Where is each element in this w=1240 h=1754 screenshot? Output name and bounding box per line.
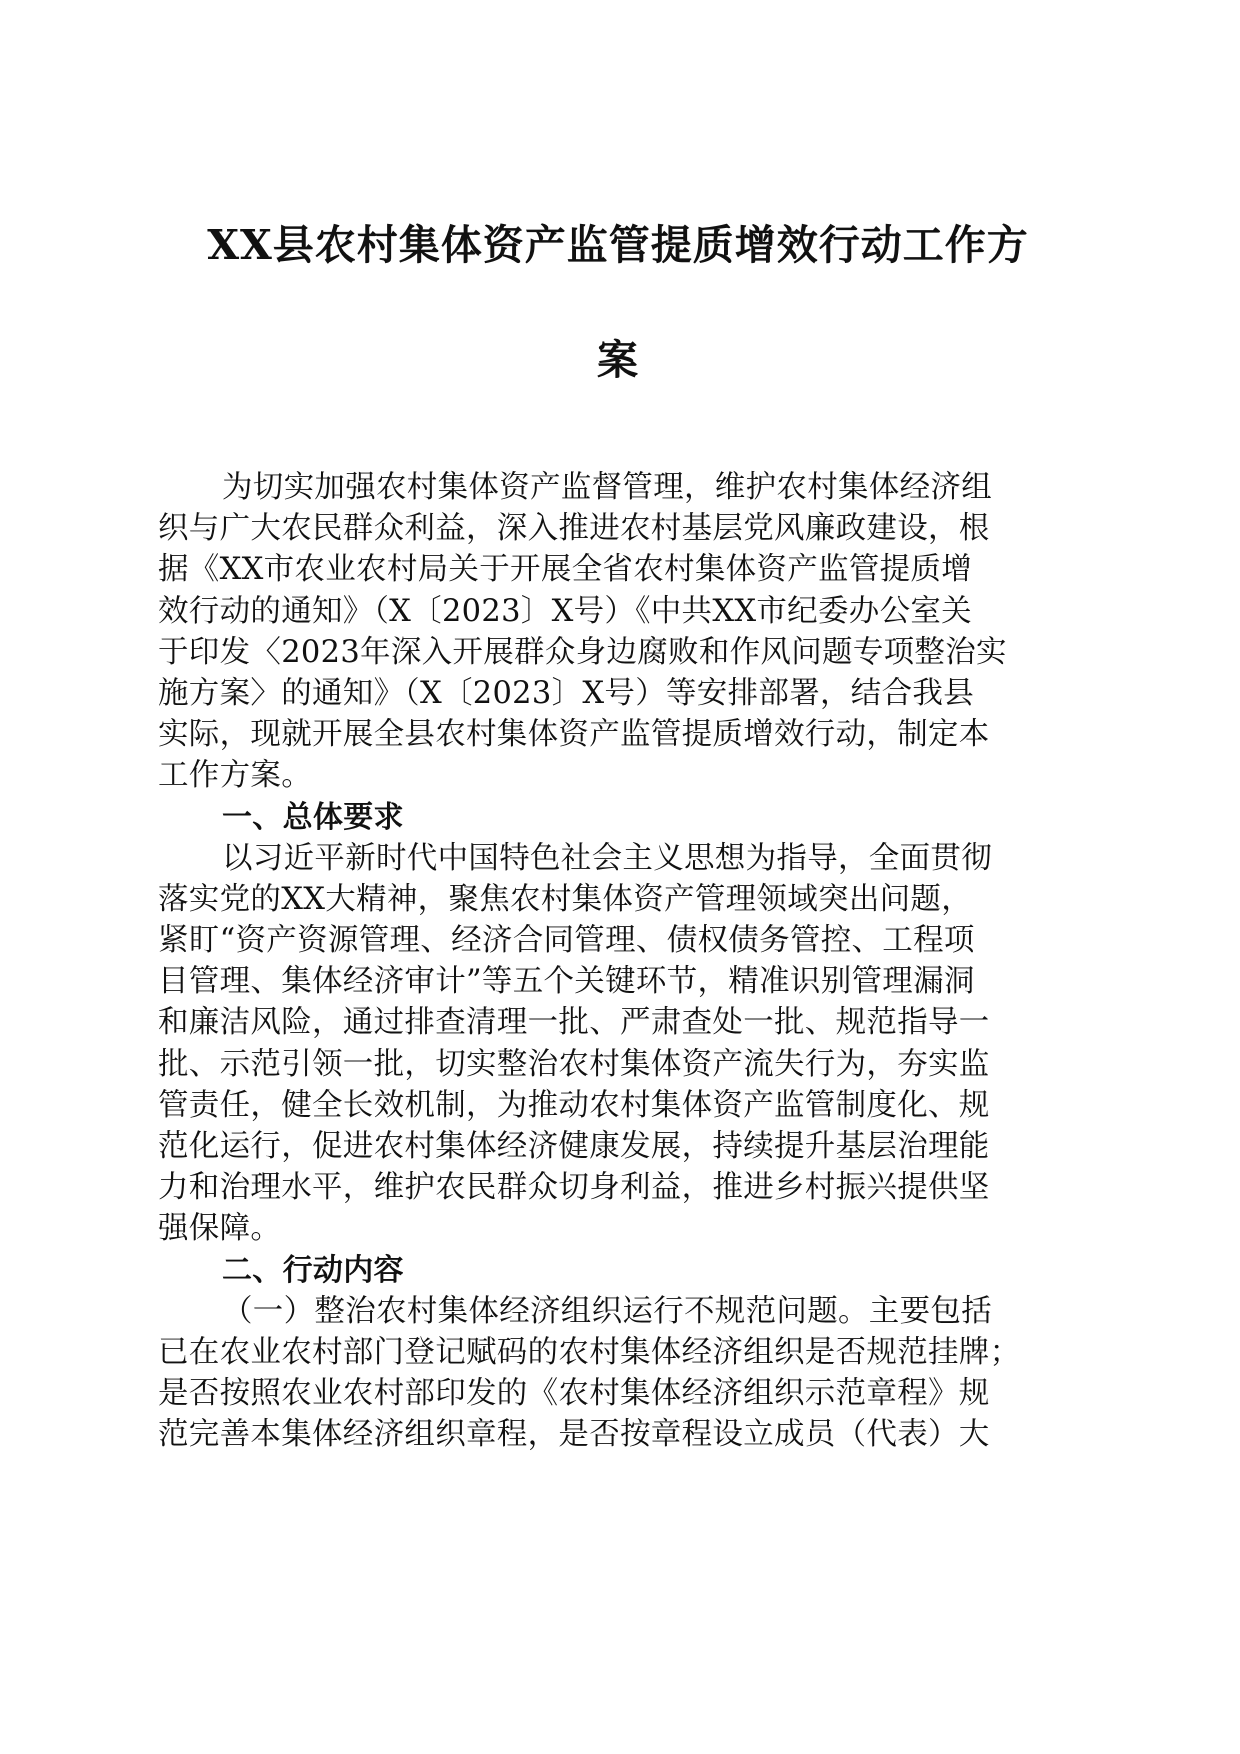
paragraph-line: 实际，现就开展全县农村集体资产监管提质增效行动，制定本 <box>158 717 990 753</box>
title-line-1: XX县农村集体资产监管提质增效行动工作方 <box>207 221 1029 269</box>
paragraph-line: 织与广大农民群众利益，深入推进农村基层党风廉政建设，根 <box>158 511 990 547</box>
paragraph-line: 力和治理水平，维护农民群众切身利益，推进乡村振兴提供坚 <box>158 1170 990 1206</box>
paragraph-line: 和廉洁风险，通过排查清理一批、严肃查处一批、规范指导一 <box>158 1005 990 1041</box>
paragraph-line: 据《XX市农业农村局关于开展全省农村集体资产监管提质增 <box>158 552 973 588</box>
paragraph-line: 强保障。 <box>158 1211 282 1247</box>
section-heading: 一、总体要求 <box>222 799 404 835</box>
paragraph-line: 范完善本集体经济组织章程，是否按章程设立成员（代表）大 <box>158 1417 990 1453</box>
paragraph-line: （一）整治农村集体经济组织运行不规范问题。主要包括 <box>222 1293 992 1329</box>
paragraph-line: 紧盯“资产资源管理、经济合同管理、债权债务管控、工程项 <box>158 923 975 959</box>
paragraph-line: 已在农业农村部门登记赋码的农村集体经济组织是否规范挂牌； <box>158 1334 1021 1370</box>
paragraph-line: 范化运行，促进农村集体经济健康发展，持续提升基层治理能 <box>158 1129 990 1164</box>
paragraph-line: 管责任，健全长效机制，为推动农村集体资产监管制度化、规 <box>158 1087 990 1123</box>
paragraph-line: 施方案〉的通知》（X〔2023〕X号）等安排部署，结合我县 <box>158 675 974 711</box>
paragraph-line: 于印发〈2023年深入开展群众身边腐败和作风问题专项整治实 <box>158 634 1007 670</box>
paragraph-line: 为切实加强农村集体资产监督管理，维护农村集体经济组 <box>222 470 992 505</box>
paragraph-line: 落实党的XX大精神，聚焦农村集体资产管理领域突出问题， <box>158 881 973 917</box>
document-body <box>158 467 1082 1456</box>
title-line-2: 案 <box>597 336 639 384</box>
paragraph-line: 是否按照农业农村部印发的《农村集体经济组织示范章程》规 <box>158 1376 990 1412</box>
section-heading: 二、行动内容 <box>222 1252 404 1288</box>
paragraph-line: 目管理、集体经济审计”等五个关键环节，精准识别管理漏洞 <box>158 964 975 1000</box>
paragraph-line: 工作方案。 <box>158 758 312 794</box>
paragraph-line: 批、示范引领一批，切实整治农村集体资产流失行为，夯实监 <box>158 1046 990 1082</box>
document-title <box>150 221 1086 384</box>
paragraph-line: 以习近平新时代中国特色社会主义思想为指导，全面贯彻 <box>222 840 992 876</box>
paragraph-line: 效行动的通知》（X〔2023〕X号）《中共XX市纪委办公室关 <box>158 593 972 629</box>
